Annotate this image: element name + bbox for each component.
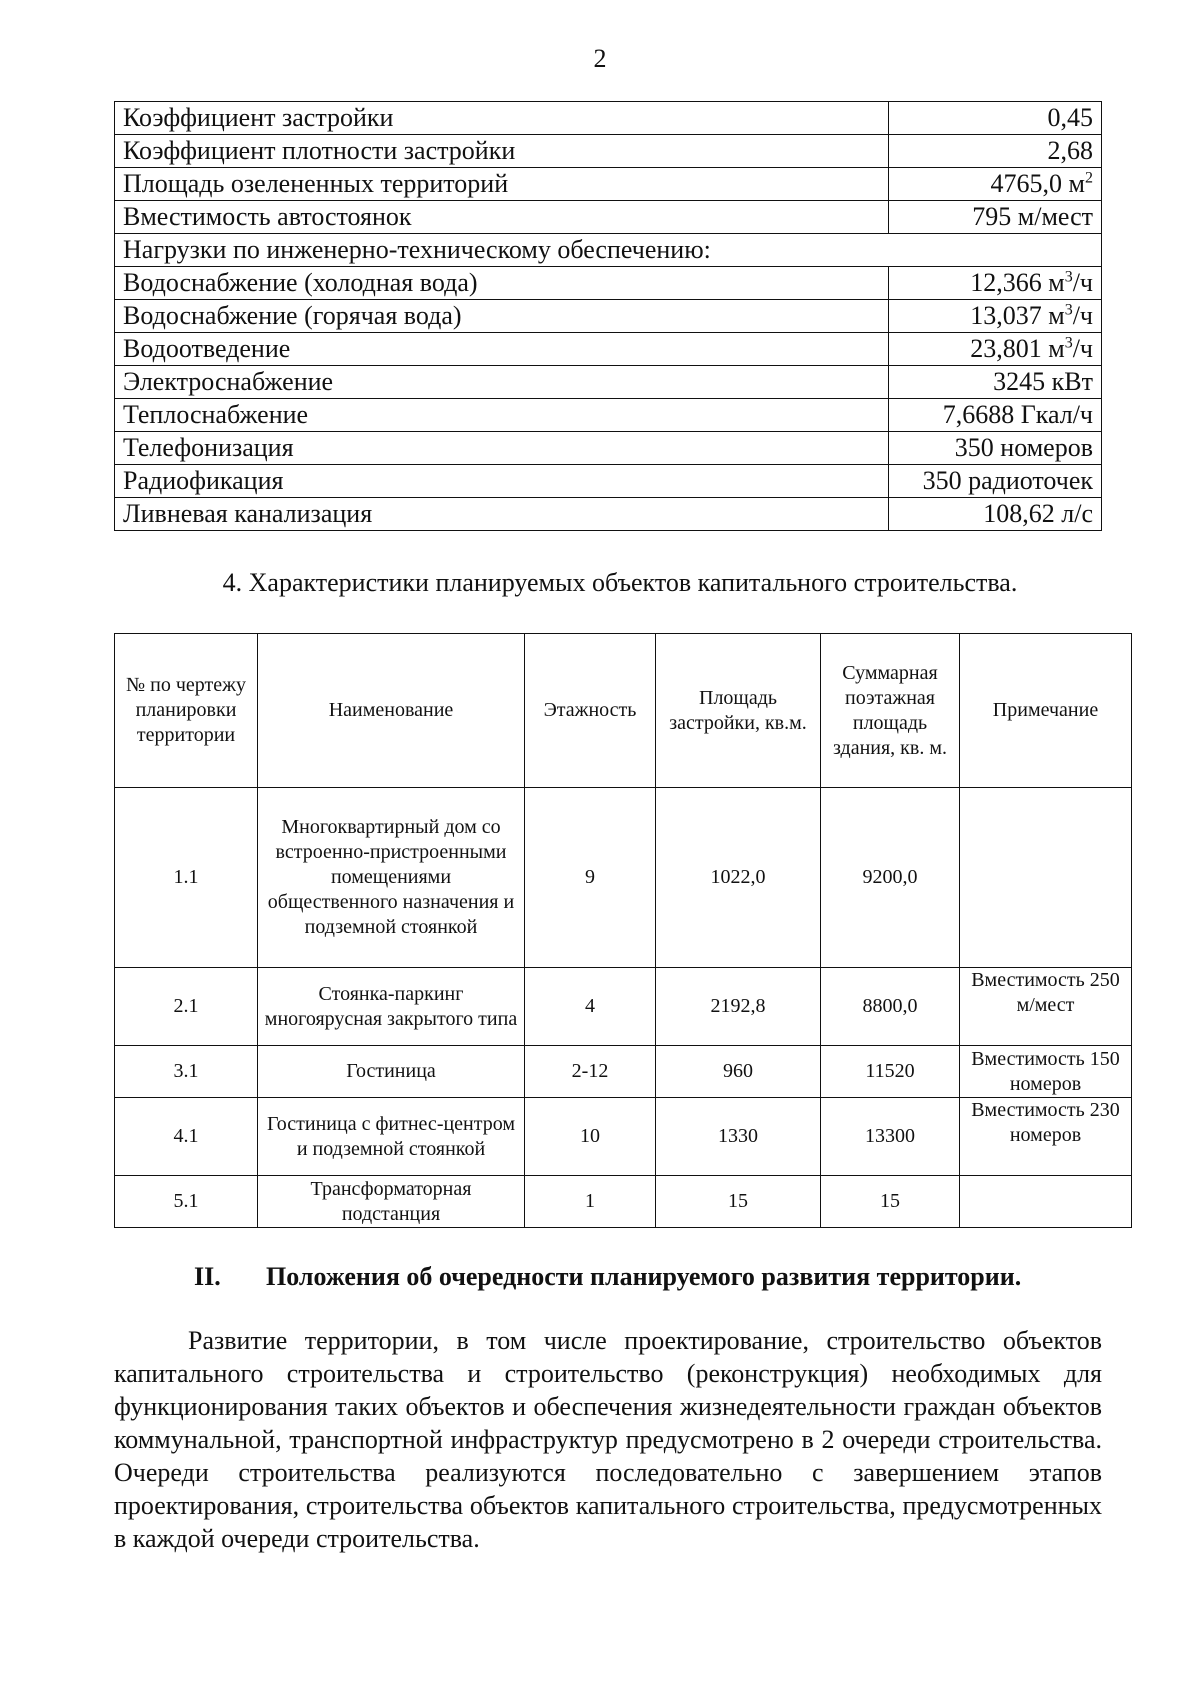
cell-total-area: 15 [821,1176,960,1228]
cell-total-area: 9200,0 [821,788,960,968]
cell-num: 4.1 [115,1098,258,1176]
cell-name: Трансформаторная подстанция [258,1176,525,1228]
indicator-label: Вместимость автостоянок [115,201,889,234]
indicator-group-label: Нагрузки по инженерно-техническому обеспечению: [115,234,1102,267]
body-paragraph: Развитие территории, в том числе проектирование, строительство объектов капитального строительства и строительство (реконструкция) необходимых для функционирования таких объектов и обеспечения жизнедеятельности граждан объектов коммунальной, транспортной инфраструктур предусмотрено в 2 очереди строительства. Очереди строительства реализуются последовательно с завершением этапов проектирования, строительства объектов капитального строительства, предусмотренных в каждой очереди строительства. [114,1326,1102,1553]
cell-floors: 10 [525,1098,656,1176]
cell-name: Многоквартирный дом со встроенно-пристроенными помещениями общественного назначения и подземной стоянкой [258,788,525,968]
objects-table [114,633,1132,1228]
indicators-table [114,101,1102,531]
indicator-value: 108,62 л/с [889,498,1102,531]
cell-num: 2.1 [115,968,258,1046]
cell-total-area: 13300 [821,1098,960,1176]
cell-note: Вместимость 150 номеров [960,1046,1132,1098]
section-4-title: 4. Характеристики планируемых объектов капитального строительства. [222,568,1018,597]
indicator-value: 13,037 $м^3/ч$ [889,300,1102,333]
table-row [115,432,1102,465]
table-row [115,366,1102,399]
cell-num: 5.1 [115,1176,258,1228]
page-number: 2 [593,44,607,73]
cell-area: 1330 [656,1098,821,1176]
indicator-label: Водоснабжение (горячая вода) [115,300,889,333]
indicator-label: Электроснабжение [115,366,889,399]
header-total-area: Суммарная поэтажная площадь здания, кв. м. [821,634,960,788]
table-row [115,498,1102,531]
indicator-label: Радиофикация [115,465,889,498]
cell-floors: 1 [525,1176,656,1228]
indicator-value: 7,6688 Гкал/ч [889,399,1102,432]
table-row [115,102,1102,135]
indicator-label: Теплоснабжение [115,399,889,432]
table-row [115,465,1102,498]
table-header-row [115,634,1132,788]
table-row [115,968,1132,1046]
table-row [115,1098,1132,1176]
indicator-label: Водоснабжение (холодная вода) [115,267,889,300]
cell-note: Вместимость 230 номеров [960,1098,1132,1176]
cell-area: 2192,8 [656,968,821,1046]
indicator-value: 350 номеров [889,432,1102,465]
table-row [115,1046,1132,1098]
header-num: № по чертежу планировки территории [115,634,258,788]
indicator-value: 795 м/мест [889,201,1102,234]
indicator-label: Ливневая канализация [115,498,889,531]
table-row [115,788,1132,968]
indicator-value: 3245 кВт [889,366,1102,399]
indicator-value: 2,68 [889,135,1102,168]
cell-area: 960 [656,1046,821,1098]
cell-name: Гостиница с фитнес-центром и подземной стоянкой [258,1098,525,1176]
cell-area: 15 [656,1176,821,1228]
table-row [115,300,1102,333]
indicator-value: 12,366 $м^3/ч$ [889,267,1102,300]
cell-total-area: 11520 [821,1046,960,1098]
indicator-value: 0,45 [889,102,1102,135]
indicator-value: 350 радиоточек [889,465,1102,498]
table-row [115,234,1102,267]
cell-name: Стоянка-паркинг многоярусная закрытого типа [258,968,525,1046]
cell-num: 3.1 [115,1046,258,1098]
section-2-title: Положения об очередности планируемого развития территории. [266,1262,1022,1291]
indicator-label: Телефонизация [115,432,889,465]
header-area: Площадь застройки, кв.м. [656,634,821,788]
indicator-label: Водоотведение [115,333,889,366]
table-row [115,168,1102,201]
header-floors: Этажность [525,634,656,788]
table-row [115,399,1102,432]
table-row [115,1176,1132,1228]
cell-floors: 2-12 [525,1046,656,1098]
cell-total-area: 8800,0 [821,968,960,1046]
cell-floors: 4 [525,968,656,1046]
indicator-label: Коэффициент плотности застройки [115,135,889,168]
table-row [115,135,1102,168]
section-2-number: II. [194,1262,221,1291]
cell-note [960,1176,1132,1228]
indicator-label: Площадь озелененных территорий [115,168,889,201]
table-row [115,333,1102,366]
cell-name: Гостиница [258,1046,525,1098]
header-note: Примечание [960,634,1132,788]
cell-note [960,788,1132,968]
indicator-value: 23,801 $м^3/ч$ [889,333,1102,366]
cell-floors: 9 [525,788,656,968]
indicator-value: 4765,0 $м^2$ [889,168,1102,201]
cell-note: Вместимость 250 м/мест [960,968,1132,1046]
table-row [115,267,1102,300]
table-row [115,201,1102,234]
header-name: Наименование [258,634,525,788]
cell-area: 1022,0 [656,788,821,968]
indicator-label: Коэффициент застройки [115,102,889,135]
cell-num: 1.1 [115,788,258,968]
